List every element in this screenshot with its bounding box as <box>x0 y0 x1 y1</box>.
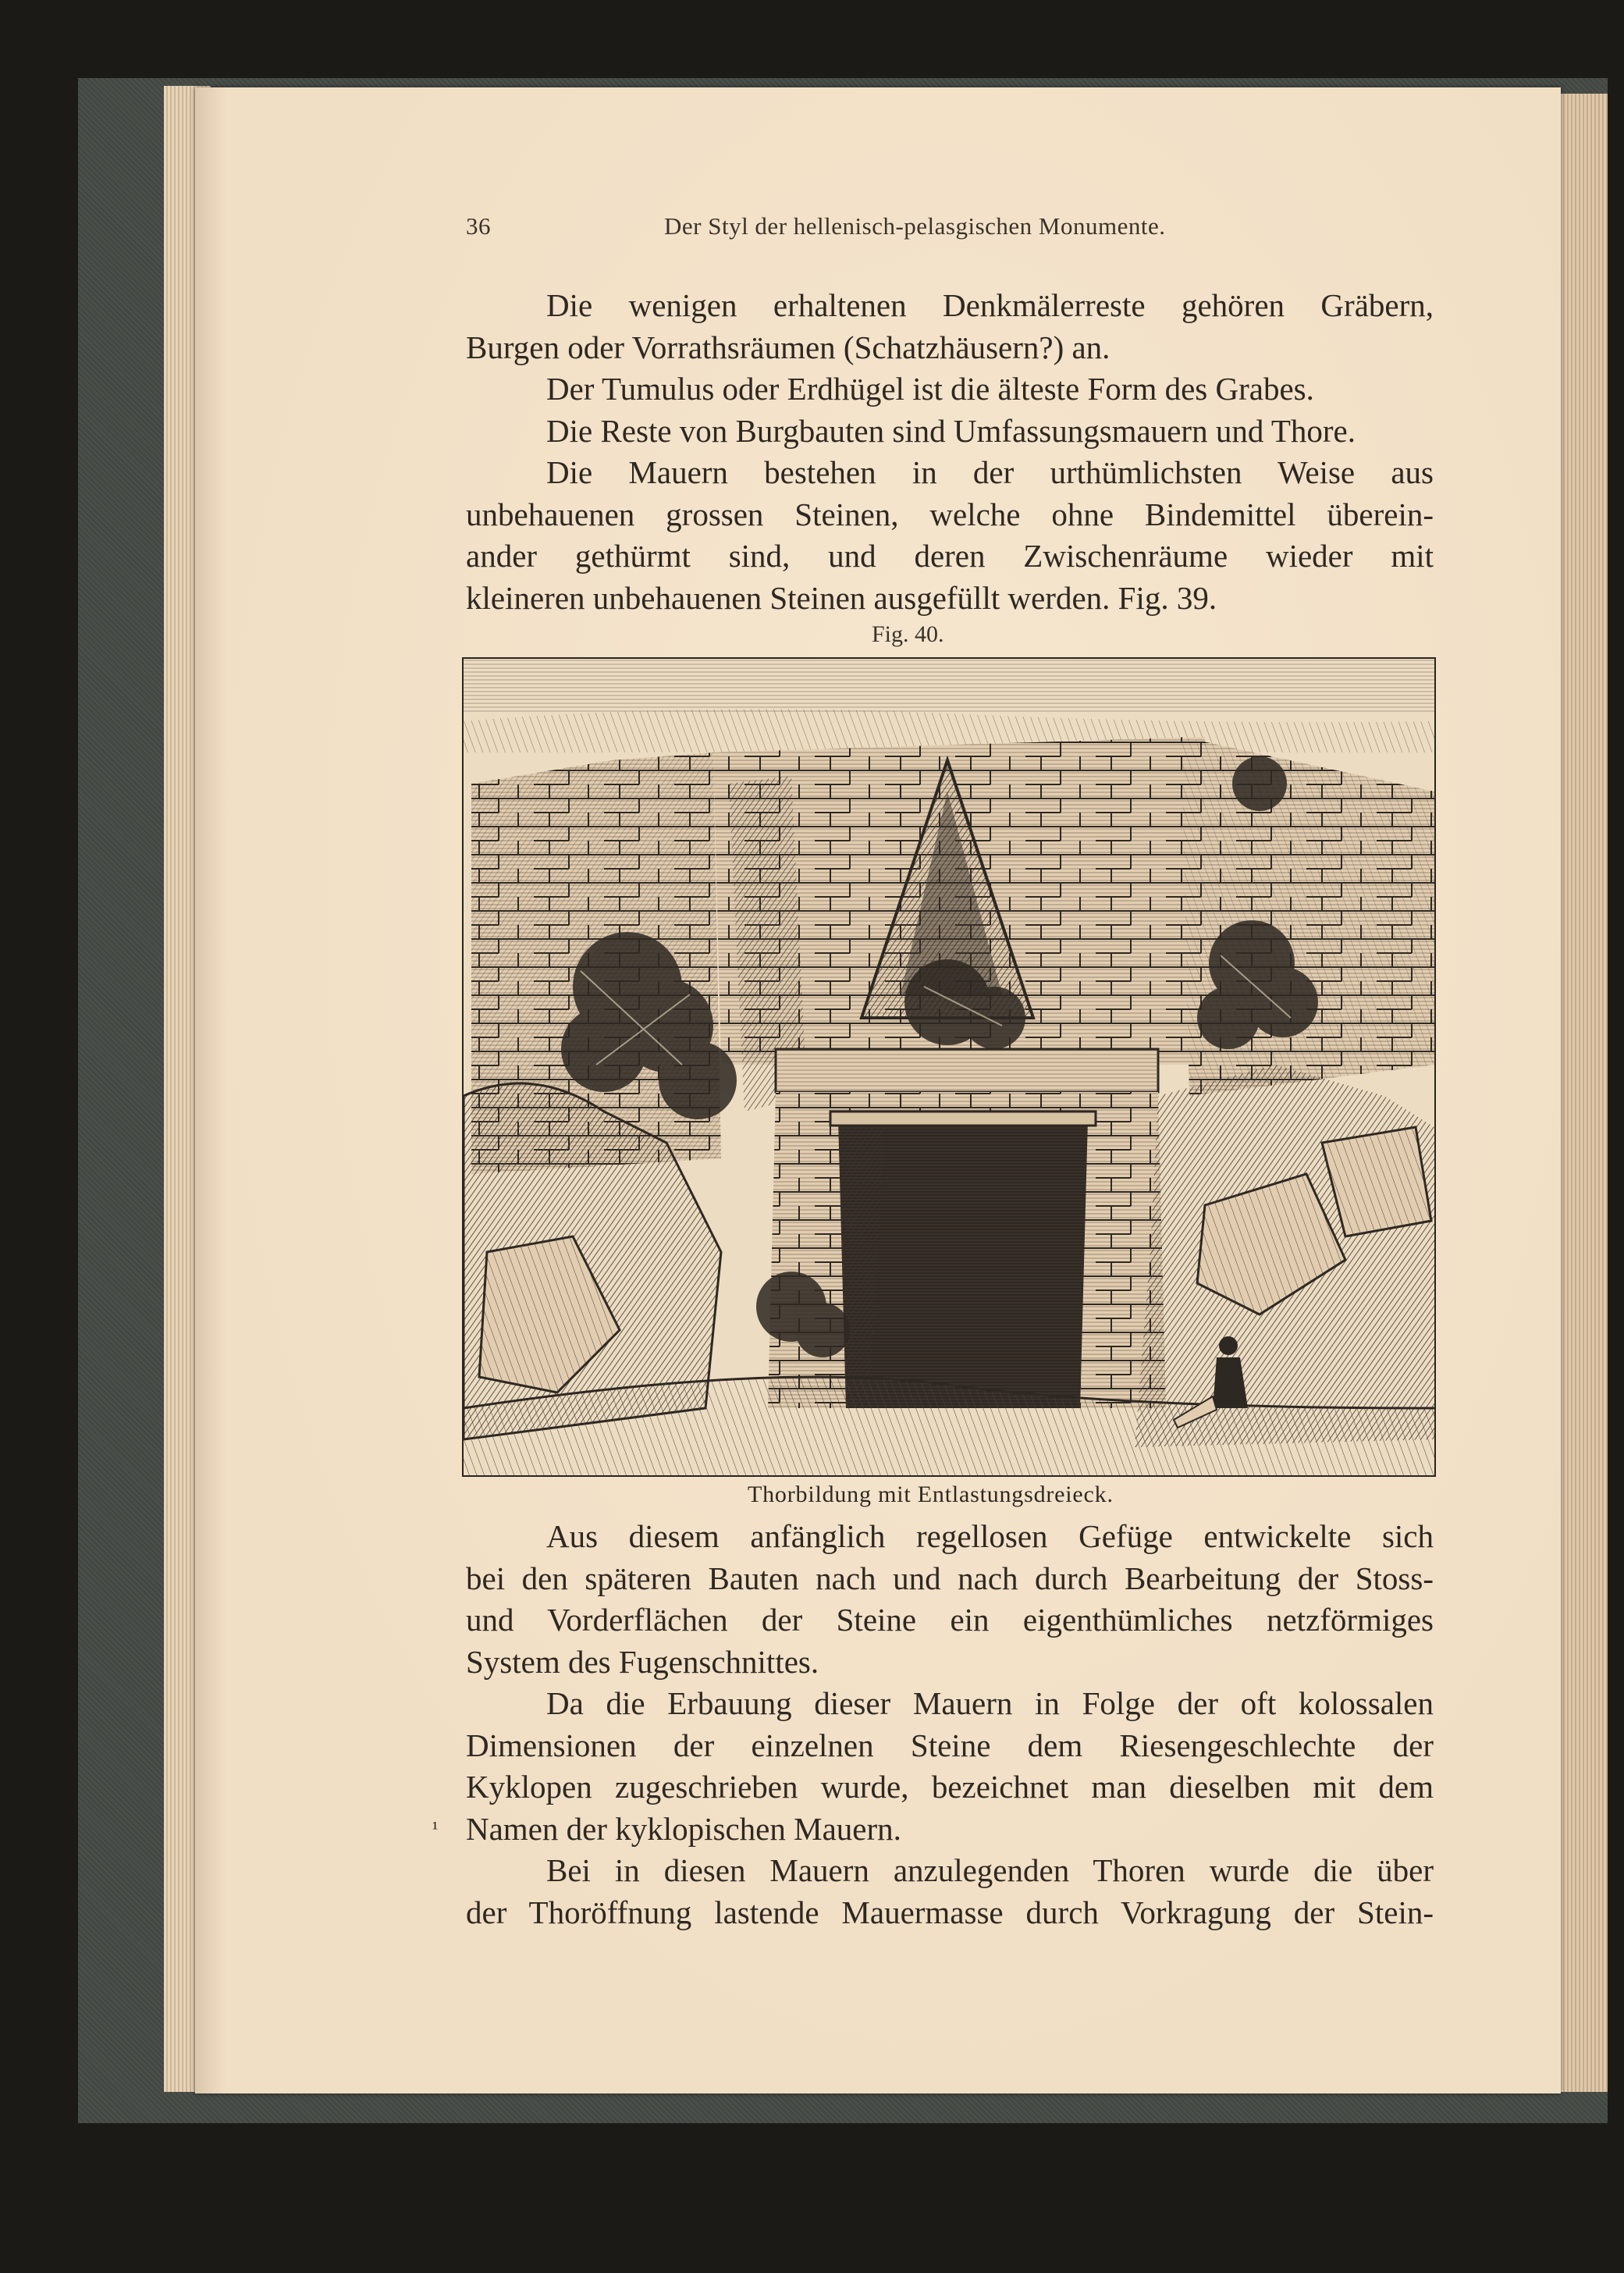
right-page-edge <box>1561 94 1608 2092</box>
text-line: der Thoröffnung lastende Mauermasse durch Vorkragung der Stein- <box>466 1894 1434 1930</box>
footnote-mark: ¹ <box>432 1819 439 1839</box>
text-line: Die Mauern bestehen in der urthümlichsten Weise aus <box>546 454 1434 490</box>
text-line: Der Tumulus oder Erdhügel ist die älteste Form des Grabes. <box>546 371 1314 407</box>
text-line: Aus diesem anfänglich regellosen Gefüge entwickelte sich <box>546 1518 1434 1554</box>
text-line: Da die Erbauung dieser Mauern in Folge der oft kolossalen <box>546 1685 1434 1721</box>
text-line: und Vorderflächen der Steine ein eigenthümliches netzförmiges <box>466 1602 1434 1638</box>
text-line: Kyklopen zugeschrieben wurde, bezeichnet man dieselben mit dem <box>466 1769 1434 1805</box>
text-line: Die Reste von Burgbauten sind Umfassungsmauern und Thore. <box>546 412 1356 449</box>
figure-label: Fig. 40. <box>872 621 944 647</box>
figure-caption: Thorbildung mit Entlastungsdreieck. <box>748 1482 1114 1507</box>
running-head <box>466 212 1434 244</box>
text-line: Burgen oder Vorrathsräumen (Schatzhäusern?) an. <box>466 329 1111 365</box>
gate-engraving-illustration <box>464 659 1434 1475</box>
text-line: Die wenigen erhaltenen Denkmälerreste gehören Gräbern, <box>546 287 1434 323</box>
text-line: Bei in diesen Mauern anzulegenden Thoren wurde die über <box>546 1852 1434 1888</box>
page-number: 36 <box>466 212 491 240</box>
text-line: kleineren unbehauenen Steinen ausgefüllt werden. Fig. 39. <box>466 579 1217 616</box>
text-line: ander gethürmt sind, und deren Zwischenräume wieder mit <box>466 538 1434 574</box>
running-title: Der Styl der hellenisch-pelasgischen Monumente. <box>664 212 1166 240</box>
text-line: unbehauenen grossen Steinen, welche ohne Bindemittel überein- <box>466 496 1434 532</box>
text-line: System des Fugenschnittes. <box>466 1643 819 1680</box>
text-line: Dimensionen der einzelnen Steine dem Riesengeschlechte der <box>466 1727 1434 1763</box>
text-line: Namen der kyklopischen Mauern. <box>466 1810 901 1847</box>
text-line: bei den späteren Bauten nach und nach durch Bearbeitung der Stoss- <box>466 1560 1434 1596</box>
figure-engraving <box>462 657 1436 1477</box>
